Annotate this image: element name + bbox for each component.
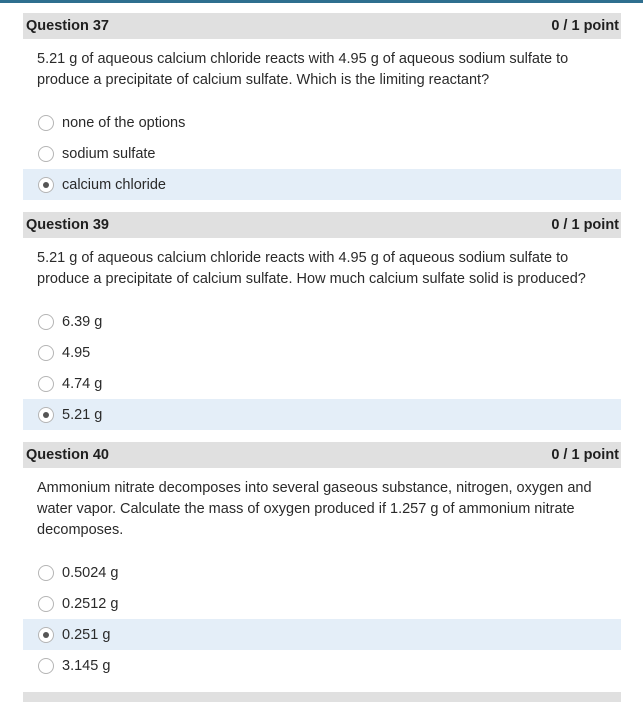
answer-label: none of the options xyxy=(62,114,186,131)
radio-button[interactable] xyxy=(38,658,54,674)
answer-label: 4.74 g xyxy=(62,375,103,392)
question-39 xyxy=(23,212,621,430)
answer-list xyxy=(23,306,621,430)
question-score: 0 / 1 point xyxy=(551,217,619,233)
answer-label: 0.251 g xyxy=(62,626,111,643)
top-accent-line xyxy=(0,0,643,3)
radio-button-checked[interactable] xyxy=(38,407,54,423)
question-text: Ammonium nitrate decomposes into several gaseous substance, nitrogen, oxygen and water vapor. Calculate the mass of oxygen produced if 1.257 g of ammonium nitrate decomposes. xyxy=(37,480,592,538)
next-question-header-partial xyxy=(23,692,621,702)
answer-label: 3.145 g xyxy=(62,657,111,674)
answer-option[interactable] xyxy=(23,557,621,588)
answer-option-selected[interactable] xyxy=(23,619,621,650)
answer-option[interactable] xyxy=(23,306,621,337)
answer-list xyxy=(23,557,621,681)
radio-button-checked[interactable] xyxy=(38,627,54,643)
radio-button-checked[interactable] xyxy=(38,177,54,193)
answer-option[interactable] xyxy=(23,588,621,619)
answer-label: sodium sulfate xyxy=(62,145,156,162)
question-title: Question 37 xyxy=(26,18,109,34)
radio-button[interactable] xyxy=(38,345,54,361)
question-37 xyxy=(23,13,621,200)
answer-label: 4.95 xyxy=(62,344,91,361)
radio-button[interactable] xyxy=(38,596,54,612)
answer-option[interactable] xyxy=(23,337,621,368)
radio-button[interactable] xyxy=(38,565,54,581)
question-header xyxy=(23,442,621,468)
question-header xyxy=(23,212,621,238)
question-text: 5.21 g of aqueous calcium chloride reacts with 4.95 g of aqueous sodium sulfate to produce a precipitate of calcium sulfate. Which is the limiting reactant? xyxy=(37,51,569,88)
radio-button[interactable] xyxy=(38,115,54,131)
question-40 xyxy=(23,442,621,681)
answer-option[interactable] xyxy=(23,107,621,138)
answer-option-selected[interactable] xyxy=(23,169,621,200)
question-header xyxy=(23,13,621,39)
radio-button[interactable] xyxy=(38,146,54,162)
question-score: 0 / 1 point xyxy=(551,18,619,34)
radio-button[interactable] xyxy=(38,376,54,392)
answer-label: calcium chloride xyxy=(62,176,166,193)
question-title: Question 40 xyxy=(26,447,109,463)
question-score: 0 / 1 point xyxy=(551,447,619,463)
answer-list xyxy=(23,107,621,200)
answer-label: 0.2512 g xyxy=(62,595,119,612)
answer-label: 6.39 g xyxy=(62,313,103,330)
question-text: 5.21 g of aqueous calcium chloride reacts with 4.95 g of aqueous sodium sulfate to produce a precipitate of calcium sulfate. How much calcium sulfate solid is produced? xyxy=(37,250,586,287)
answer-label: 5.21 g xyxy=(62,406,103,423)
question-title: Question 39 xyxy=(26,217,109,233)
answer-option[interactable] xyxy=(23,138,621,169)
answer-option-selected[interactable] xyxy=(23,399,621,430)
answer-option[interactable] xyxy=(23,650,621,681)
answer-label: 0.5024 g xyxy=(62,564,119,581)
answer-option[interactable] xyxy=(23,368,621,399)
radio-button[interactable] xyxy=(38,314,54,330)
